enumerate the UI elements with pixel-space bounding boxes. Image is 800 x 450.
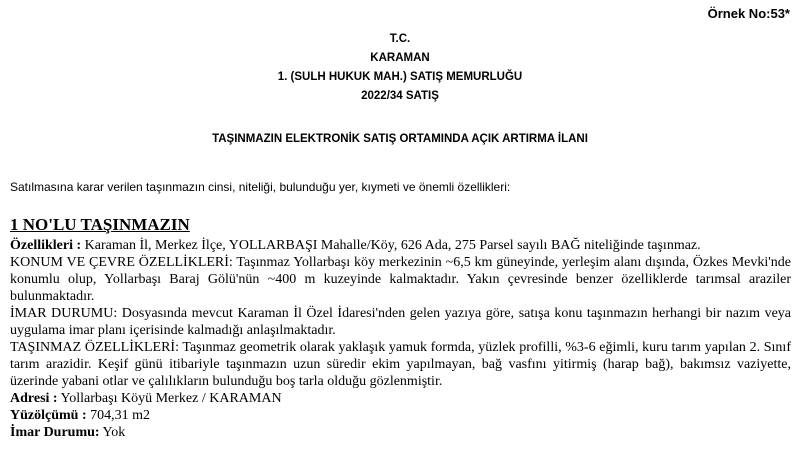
konum-paragraph: KONUM VE ÇEVRE ÖZELLİKLERİ: Taşınmaz Yollarbaşı köy merkezinin ~6,5 km güneyinde, yerleşim alanı dışında, Özkes Mevki'nde konumlu olup, Yollarbaşı Baraj Gölü'nün ~400 m kuzeyinde kalmaktadır. Yakın çevresinde benzer özelliklerde tarımsal araziler bulunmaktadır. — [10, 255, 791, 304]
property-details — [10, 237, 791, 441]
tasinmaz-paragraph: TAŞINMAZ ÖZELLİKLERİ: Taşınmaz geometrik olarak yaklaşık yamuk formda, yüzlek profilli, %3-6 eğimli, kuru tarım yapılan 2. Sınıf tarım arazidir. Keşif günü itibariyle taşınmazın uzun süredir ekim yapılmayan, bağ vasfını yitirmiş (harap bağ), bakımsız vaziyette, üzerinde yabani otlar ve çalılıkların bulunduğu boş tarla olduğu gözlenmiştir. — [10, 340, 791, 389]
features-value: Karaman İl, Merkez İlçe, YOLLARBAŞI Mahalle/Köy, 626 Ada, 275 Parsel sayılı BAĞ niteliğinde taşınmaz. — [81, 238, 701, 253]
intro-text: Satılmasına karar verilen taşınmazın cinsi, niteliği, bulunduğu yer, kıymeti ve önemli özellikleri: — [10, 180, 511, 194]
sample-number: Örnek No:53* — [707, 6, 790, 21]
header-line-city: KARAMAN — [370, 52, 430, 64]
header-line-office: 1. (SULH HUKUK MAH.) SATIŞ MEMURLUĞU — [277, 71, 523, 83]
imar-paragraph: İMAR DURUMU: Dosyasında mevcut Karaman İl Özel İdaresi'nden gelen yazıya göre, satışa konu taşınmazın herhangi bir nazım veya uygulama imar planı içerisinde kalmadığı anlaşılmaktadır. — [10, 306, 791, 338]
adres-row — [10, 390, 791, 407]
property-title: 1 NO'LU TAŞINMAZIN — [10, 215, 190, 234]
imar-durumu-label: İmar Durumu: — [10, 425, 100, 440]
adres-value: Yollarbaşı Köyü Merkez / KARAMAN — [57, 391, 282, 406]
yuzolcumu-row — [10, 407, 791, 424]
yuzolcumu-value: 704,31 m2 — [86, 408, 151, 423]
announcement-title: TAŞINMAZIN ELEKTRONİK SATIŞ ORTAMINDA AÇIK ARTIRMA İLANI — [212, 133, 588, 145]
adres-label: Adresi : — [10, 391, 58, 406]
header-line-tc: T.C. — [389, 33, 411, 45]
imar-durumu-value: Yok — [99, 425, 126, 440]
document-header — [0, 30, 800, 106]
header-line-file: 2022/34 SATIŞ — [361, 90, 439, 102]
imar-durumu-row — [10, 424, 791, 441]
yuzolcumu-label: Yüzölçümü : — [10, 408, 87, 423]
features-label: Özellikleri : — [10, 238, 82, 253]
features-paragraph — [10, 237, 791, 254]
